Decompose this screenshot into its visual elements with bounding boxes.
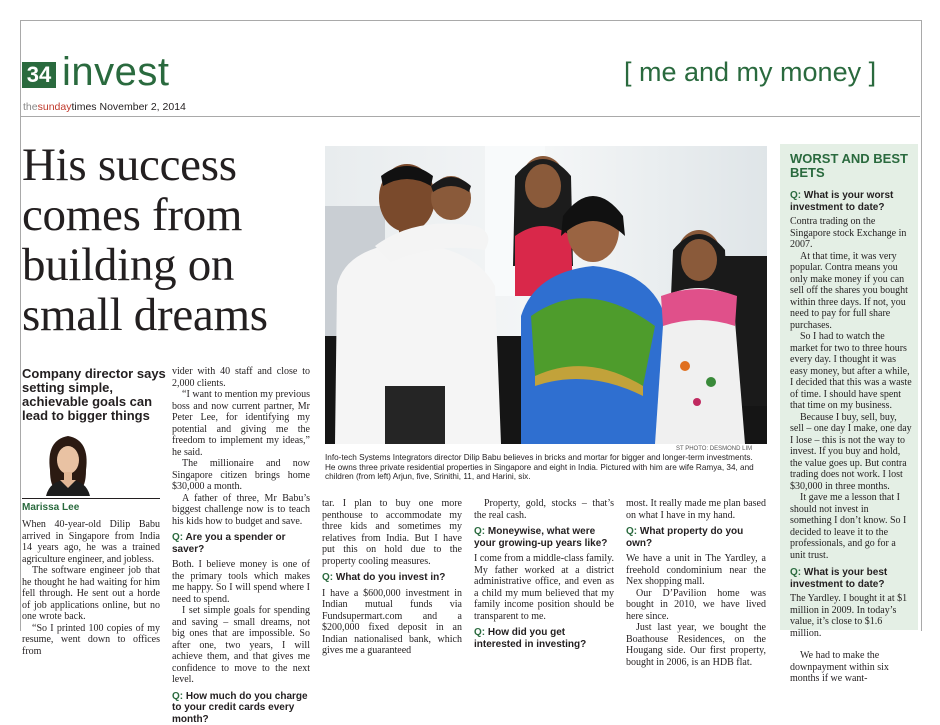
paragraph: A father of three, Mr Babu’s biggest challenge now is to teach his kids how to budget and save. bbox=[172, 493, 310, 528]
headline: His success comes from building on small dreams bbox=[22, 140, 322, 340]
section-title: invest bbox=[62, 50, 170, 94]
paragraph: most. It really made me plan based on what I have in my hand. bbox=[626, 498, 766, 521]
question bbox=[474, 627, 614, 650]
caption-line: He owns three private residential properties in Singapore and eight in India. Pictured with him are wife Ramya, 34, and bbox=[325, 463, 767, 473]
question bbox=[172, 532, 310, 555]
question-text: What is your best investment to date? bbox=[790, 567, 887, 590]
paragraph: The software engineer job that he thought he had waiting for him fell through. He sent out a horde of job applications online, but no one wrote back. bbox=[22, 565, 160, 623]
paragraph: Property, gold, stocks – that’s the real cash. bbox=[474, 498, 614, 521]
question bbox=[790, 567, 912, 590]
sidebar-paragraph: At that time, it was very popular. Contra means you only make money if you can sell off the shares you bought within three days. If not, you need to pay for full share purchases. bbox=[790, 251, 912, 332]
photo-caption bbox=[325, 453, 767, 482]
spacer bbox=[790, 639, 912, 650]
question bbox=[474, 526, 614, 549]
masthead-rule bbox=[20, 116, 920, 117]
question-marker: Q: bbox=[322, 572, 336, 583]
sidebar-paragraph: It gave me a lesson that I should not invest in something I don’t know. So I decided to leave it to the professionals, and go for a unit trust. bbox=[790, 492, 912, 561]
article-column-4 bbox=[474, 498, 614, 630]
sidebar-paragraph: So I had to watch the market for two to three hours every day. I thought it was easy money, but after a while, I decided that this was a waste of time. I should have spent that time on my business. bbox=[790, 331, 912, 412]
question-text: How did you get interested in investing? bbox=[474, 627, 586, 650]
paragraph: I set simple goals for spending and saving – small dreams, not big ones that are impossible. So after one, two years, I will achieve them, and that gives me confidence to move to the next level. bbox=[172, 605, 310, 686]
article-column-2 bbox=[172, 366, 310, 630]
paragraph: I have a $600,000 investment in Indian mutual funds via Fundsupermart.com and a $200,000 fixed deposit in an Indian nationalised bank, which gives me a guaranteed bbox=[322, 588, 462, 657]
question bbox=[626, 526, 766, 549]
sidebar-title: WORST AND BEST BETS bbox=[790, 152, 910, 180]
brand-the: the bbox=[23, 101, 38, 113]
article-column-3 bbox=[322, 498, 462, 630]
paragraph: Just last year, we bought the Boathouse Residences, on the Hougang side. Our first property, bought in 2006, is an HDB flat. bbox=[626, 622, 766, 668]
paragraph: I come from a middle-class family. My father worked at a district administrative office, and even as a child my mum believed that my family income position should be transparent to me. bbox=[474, 553, 614, 622]
question-text: Are you a spender or saver? bbox=[172, 532, 286, 555]
sidebar-paragraph: Contra trading on the Singapore stock Exchange in 2007. bbox=[790, 216, 912, 251]
brand-sunday: sunday bbox=[38, 101, 72, 113]
photo-credit: ST PHOTO: DESMOND LIM bbox=[676, 446, 752, 452]
byline-rule bbox=[22, 498, 160, 499]
paragraph: When 40-year-old Dilip Babu arrived in Singapore from India 14 years ago, he was a trained agriculture engineer, and jobless. bbox=[22, 519, 160, 565]
author-photo bbox=[36, 430, 100, 496]
dateline bbox=[23, 101, 186, 113]
column-rubric: [ me and my money ] bbox=[624, 56, 876, 88]
question-marker: Q: bbox=[790, 567, 804, 578]
question-marker: Q: bbox=[474, 627, 488, 638]
page-number: 34 bbox=[22, 62, 56, 88]
question-text: What is your worst investment to date? bbox=[790, 190, 893, 213]
sidebar-paragraph: The Yardley. I bought it at $1 million in 2009. In today’s value, it’s close to $1.6 million. bbox=[790, 593, 912, 639]
question-marker: Q: bbox=[626, 526, 640, 537]
byline: Marissa Lee bbox=[22, 502, 79, 513]
question bbox=[172, 691, 310, 725]
sidebar-paragraph: Because I buy, sell, buy, sell – one day I make, one day I lose – this is not the way to invest. If you buy and hold, the value goes up. But contra trading does not work. I lost $30,000 in three months. bbox=[790, 412, 912, 493]
article-column-5 bbox=[626, 498, 766, 630]
paragraph: “So I printed 100 copies of my resume, went down to offices from bbox=[22, 623, 160, 658]
question-marker: Q: bbox=[790, 190, 804, 201]
caption-line: Info-tech Systems Integrators director Dilip Babu believes in bricks and mortar for bigger and longer-term investments. bbox=[325, 453, 767, 463]
paragraph: “I want to mention my previous boss and now current partner, Mr Peter Lee, for identifying my potential and giving me the freedom to implement my ideas,” he said. bbox=[172, 389, 310, 458]
brand-times: times bbox=[71, 101, 96, 113]
question bbox=[322, 572, 462, 584]
issue-date: November 2, 2014 bbox=[99, 101, 185, 113]
question-text: What do you invest in? bbox=[336, 572, 445, 583]
paragraph: tar. I plan to buy one more penthouse to accommodate my three kids and sometimes my relatives from India. But I have put this on hold due to the property cooling measures. bbox=[322, 498, 462, 567]
sidebar-body bbox=[790, 184, 912, 624]
question-text: Moneywise, what were your growing-up years like? bbox=[474, 526, 607, 549]
family-photo bbox=[325, 146, 767, 444]
paragraph: Our D’Pavilion home was bought in 2010, we have lived here since. bbox=[626, 588, 766, 623]
question bbox=[790, 190, 912, 213]
question-text: What property do you own? bbox=[626, 526, 743, 549]
sidebar-paragraph: We had to make the downpayment within six months if we want- bbox=[790, 650, 912, 685]
question-marker: Q: bbox=[172, 691, 186, 702]
paragraph: We have a unit in The Yardley, a freehold condominium near the Nex shopping mall. bbox=[626, 553, 766, 588]
paragraph: Both. I believe money is one of the primary tools which makes me happy. So I will spend where I need to spend. bbox=[172, 559, 310, 605]
question-marker: Q: bbox=[474, 526, 488, 537]
article-column-1 bbox=[22, 519, 160, 630]
standfirst: Company director says setting simple, achievable goals can lead to bigger things bbox=[22, 367, 172, 423]
paragraph: vider with 40 staff and close to 2,000 clients. bbox=[172, 366, 310, 389]
paragraph: The millionaire and now Singapore citizen brings home $30,000 a month. bbox=[172, 458, 310, 493]
question-text: How much do you charge to your credit cards every month? bbox=[172, 691, 308, 725]
caption-line: children (from left) Arjun, five, Srinithi, 11, and Harini, six. bbox=[325, 472, 767, 482]
question-marker: Q: bbox=[172, 532, 186, 543]
